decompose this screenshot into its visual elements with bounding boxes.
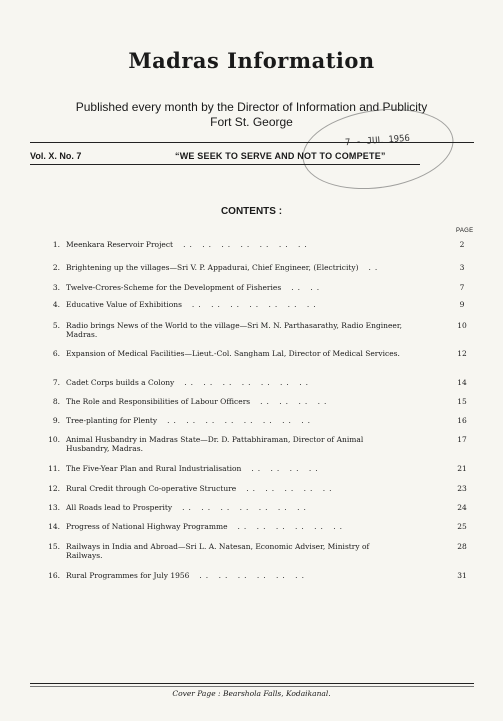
page-column-label: PAGE [456, 228, 474, 234]
toc-page: 23 [457, 484, 467, 493]
toc-title: Tree-planting for Plenty .. .. .. .. .. .. .. .. [66, 416, 314, 425]
toc-number: 1. [52, 240, 60, 249]
toc-title-text: Cadet Corps builds a Colony [66, 378, 175, 387]
toc-number: 10. [48, 435, 60, 444]
footer-rule-thin [30, 686, 474, 687]
toc-title: Twelve-Crores-Scheme for the Development of Fisheries .. .. [66, 283, 324, 292]
toc-number: 7. [52, 378, 60, 387]
toc-title-text: Rural Credit through Co-operative Structure [66, 484, 237, 493]
toc-title: The Role and Responsibilities of Labour Officers .. .. .. .. [66, 397, 331, 406]
toc-page: 9 [459, 300, 465, 309]
toc-title: Rural Credit through Co-operative Structure .. .. .. .. .. [66, 484, 336, 493]
toc-number: 14. [48, 522, 60, 531]
motto: “WE SEEK TO SERVE AND NOT TO COMPETE” [175, 151, 386, 161]
toc-number: 9. [52, 416, 60, 425]
toc-number: 2. [52, 263, 60, 272]
toc-page: 31 [457, 571, 467, 580]
toc-title: Brightening up the villages—Sri V. P. Appadurai, Chief Engineer, (Electricity) .. [66, 263, 382, 272]
toc-page: 14 [457, 378, 467, 387]
toc-number: 15. [48, 542, 60, 551]
toc-title-text: Brightening up the villages—Sri V. P. Appadurai, Chief Engineer, (Electricity) [66, 263, 359, 272]
toc-number: 6. [52, 349, 60, 358]
toc-page: 7 [459, 283, 465, 292]
toc-title: Educative Value of Exhibitions .. .. .. .. .. .. .. [66, 300, 320, 309]
toc-page: 16 [457, 416, 467, 425]
toc-page: 10 [457, 321, 467, 330]
toc-title-text: The Five-Year Plan and Rural Industrialisation [66, 464, 242, 473]
toc-page: 21 [457, 464, 467, 473]
toc-page: 2 [459, 240, 465, 249]
toc-title: Progress of National Highway Programme .. .. .. .. .. .. [66, 522, 347, 531]
masthead-title: Madras Information [128, 48, 375, 73]
footer-rule [30, 683, 474, 684]
toc-page: 12 [457, 349, 467, 358]
stamp-date: 7 - JUL 1956 [344, 133, 411, 149]
toc-page: 17 [457, 435, 467, 444]
header-rule-bottom [30, 164, 420, 165]
toc-title: Animal Husbandry in Madras State—Dr. D. Pattabhiraman, Director of Animal Husbandry, Madras. [66, 435, 364, 453]
publisher-line: Published every month by the Director of Information and Publicity [75, 100, 428, 114]
toc-title: All Roads lead to Prosperity .. .. .. .. .. .. .. [66, 503, 310, 512]
toc-number: 16. [48, 571, 60, 580]
toc-title-text: All Roads lead to Prosperity [66, 503, 173, 512]
cover-caption: Cover Page : Bearshola Falls, Kodaikanal. [172, 689, 331, 698]
toc-number: 8. [52, 397, 60, 406]
toc-page: 15 [457, 397, 467, 406]
toc-title: Expansion of Medical Facilities—Lieut.-Col. Sangham Lal, Director of Medical Services. [66, 349, 400, 358]
toc-page: 25 [457, 522, 467, 531]
toc-number: 12. [48, 484, 60, 493]
toc-page: 28 [457, 542, 467, 551]
toc-number: 3. [52, 283, 60, 292]
toc-title: Rural Programmes for July 1956 .. .. .. .. .. .. [66, 571, 308, 580]
toc-title: Meenkara Reservoir Project .. .. .. .. .. .. .. [66, 240, 311, 249]
header-rule [30, 142, 474, 143]
toc-title-text: Tree-planting for Plenty [66, 416, 158, 425]
toc-number: 11. [48, 464, 60, 473]
toc-title: Cadet Corps builds a Colony .. .. .. .. .. .. .. [66, 378, 312, 387]
toc-number: 13. [48, 503, 60, 512]
toc-page: 3 [459, 263, 465, 272]
toc-title: Railways in India and Abroad—Sri L. A. Natesan, Economic Adviser, Ministry of Railways. [66, 542, 370, 560]
contents-heading: CONTENTS : [220, 206, 283, 217]
toc-title-text: Meenkara Reservoir Project [66, 240, 174, 249]
toc-number: 5. [52, 321, 60, 330]
toc-title-text: Twelve-Crores-Scheme for the Development of Fisheries [66, 283, 282, 292]
toc-page: 24 [457, 503, 467, 512]
toc-title-text: Educative Value of Exhibitions [66, 300, 182, 309]
toc-title-text: The Role and Responsibilities of Labour Officers [66, 397, 251, 406]
toc-title: The Five-Year Plan and Rural Industrialisation .. .. .. .. [66, 464, 322, 473]
toc-title-text: Progress of National Highway Programme [66, 522, 228, 531]
volume-number: Vol. X. No. 7 [30, 151, 82, 161]
toc-title-text: Rural Programmes for July 1956 [66, 571, 190, 580]
toc-title: Radio brings News of the World to the village—Sri M. N. Parthasarathy, Radio Engineer, Madras. [66, 321, 403, 339]
toc-number: 4. [52, 300, 60, 309]
publisher-location: Fort St. George [210, 115, 293, 129]
